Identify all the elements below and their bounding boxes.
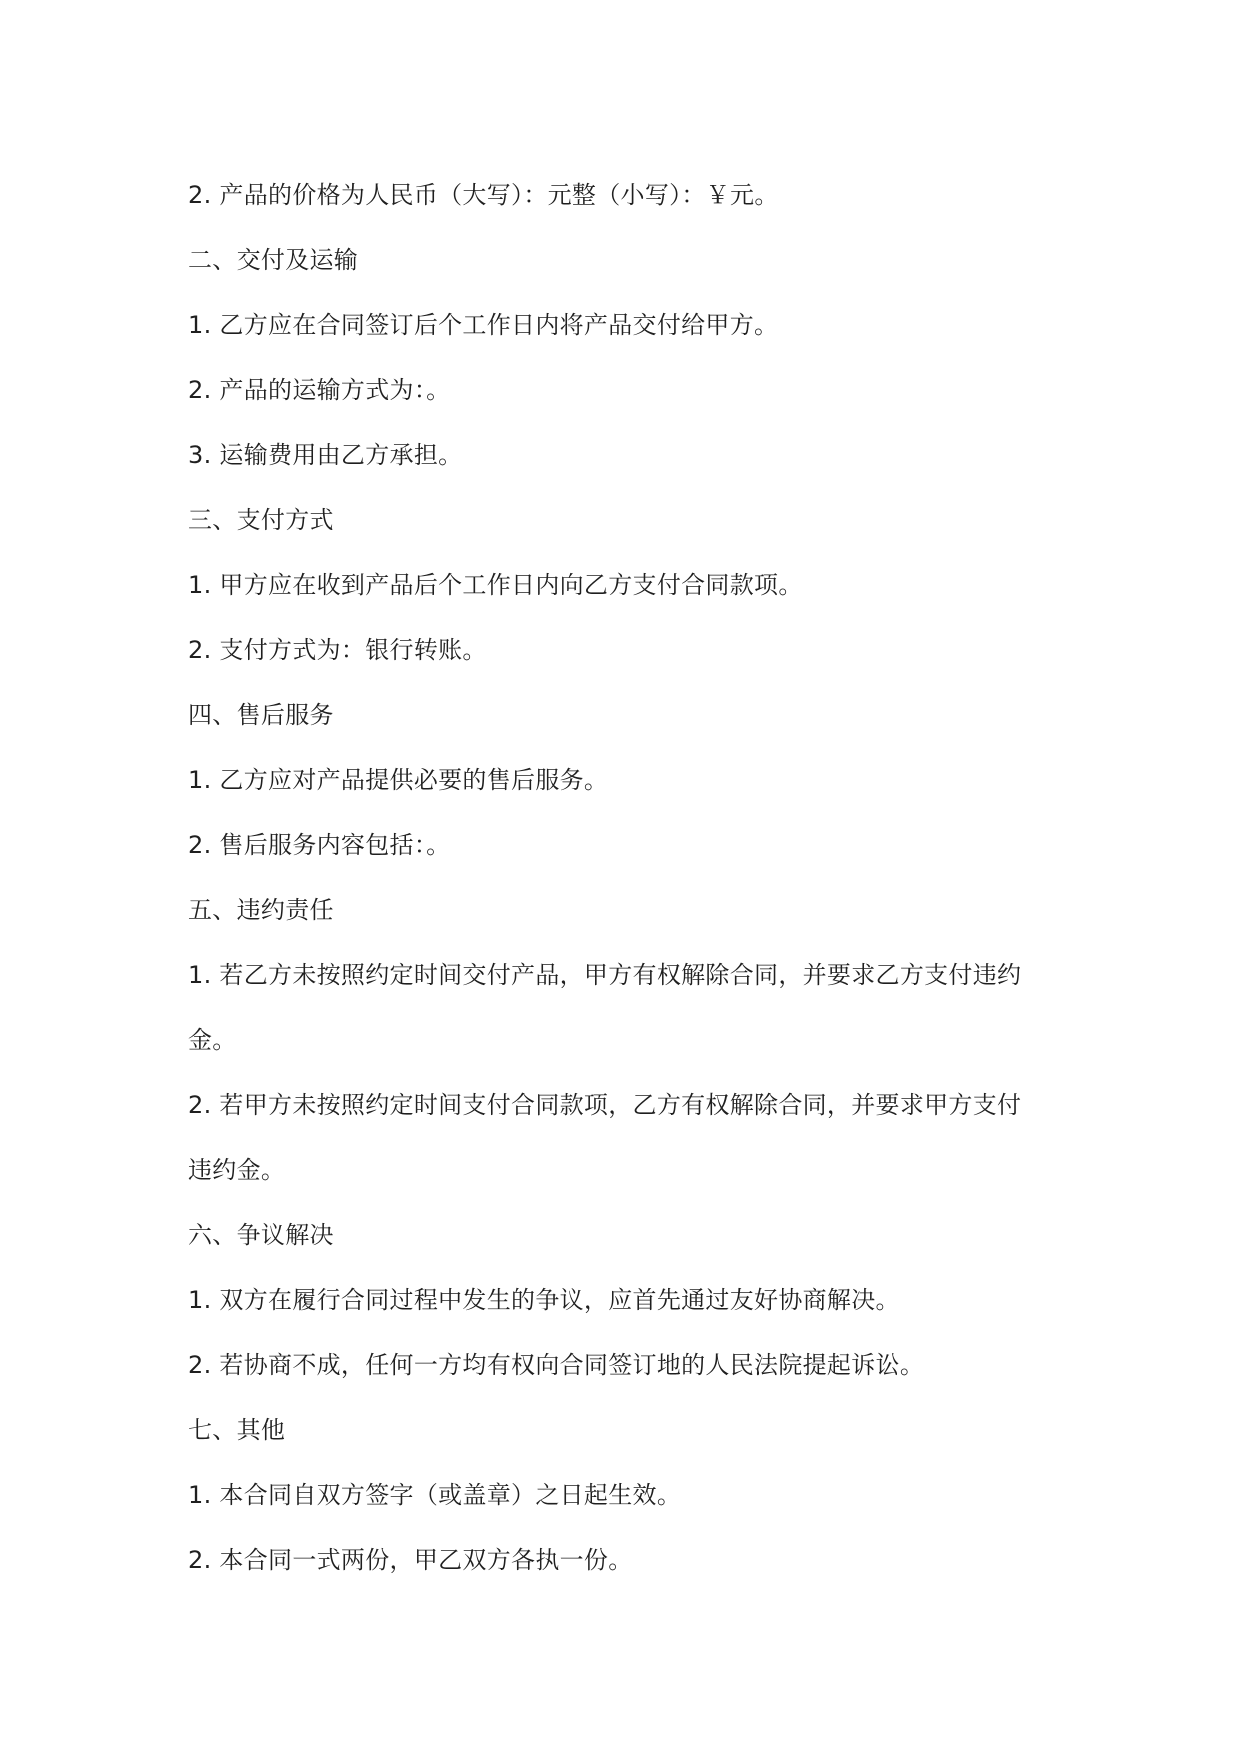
after-sales-clause-2: 2. 售后服务内容包括：。	[188, 831, 451, 859]
payment-clause-2: 2. 支付方式为：银行转账。	[188, 636, 487, 664]
dispute-clause-1: 1. 双方在履行合同过程中发生的争议，应首先通过友好协商解决。	[188, 1286, 900, 1314]
section-heading-other: 七、其他	[188, 1416, 286, 1444]
delivery-clause-3: 3. 运输费用由乙方承担。	[188, 441, 463, 469]
section-heading-delivery: 二、交付及运输	[188, 246, 359, 274]
liability-clause-1-cont: 金。	[188, 1026, 237, 1054]
price-clause: 2. 产品的价格为人民币（大写）：元整（小写）：￥元。	[188, 181, 779, 209]
delivery-clause-2: 2. 产品的运输方式为：。	[188, 376, 451, 404]
after-sales-clause-1: 1. 乙方应对产品提供必要的售后服务。	[188, 766, 609, 794]
document-body	[188, 163, 1048, 1593]
section-heading-dispute: 六、争议解决	[188, 1221, 334, 1249]
section-heading-payment: 三、支付方式	[188, 506, 334, 534]
payment-clause-1: 1. 甲方应在收到产品后个工作日内向乙方支付合同款项。	[188, 571, 803, 599]
other-clause-2: 2. 本合同一式两份，甲乙双方各执一份。	[188, 1546, 633, 1574]
section-heading-after-sales: 四、售后服务	[188, 701, 334, 729]
delivery-clause-1: 1. 乙方应在合同签订后个工作日内将产品交付给甲方。	[188, 311, 779, 339]
dispute-clause-2: 2. 若协商不成，任何一方均有权向合同签订地的人民法院提起诉讼。	[188, 1351, 925, 1379]
liability-clause-2-cont: 违约金。	[188, 1156, 286, 1184]
other-clause-1: 1. 本合同自双方签字（或盖章）之日起生效。	[188, 1481, 682, 1509]
section-heading-liability: 五、违约责任	[188, 896, 334, 924]
liability-clause-2: 2. 若甲方未按照约定时间支付合同款项，乙方有权解除合同，并要求甲方支付	[188, 1091, 1022, 1119]
liability-clause-1: 1. 若乙方未按照约定时间交付产品，甲方有权解除合同，并要求乙方支付违约	[188, 961, 1022, 989]
